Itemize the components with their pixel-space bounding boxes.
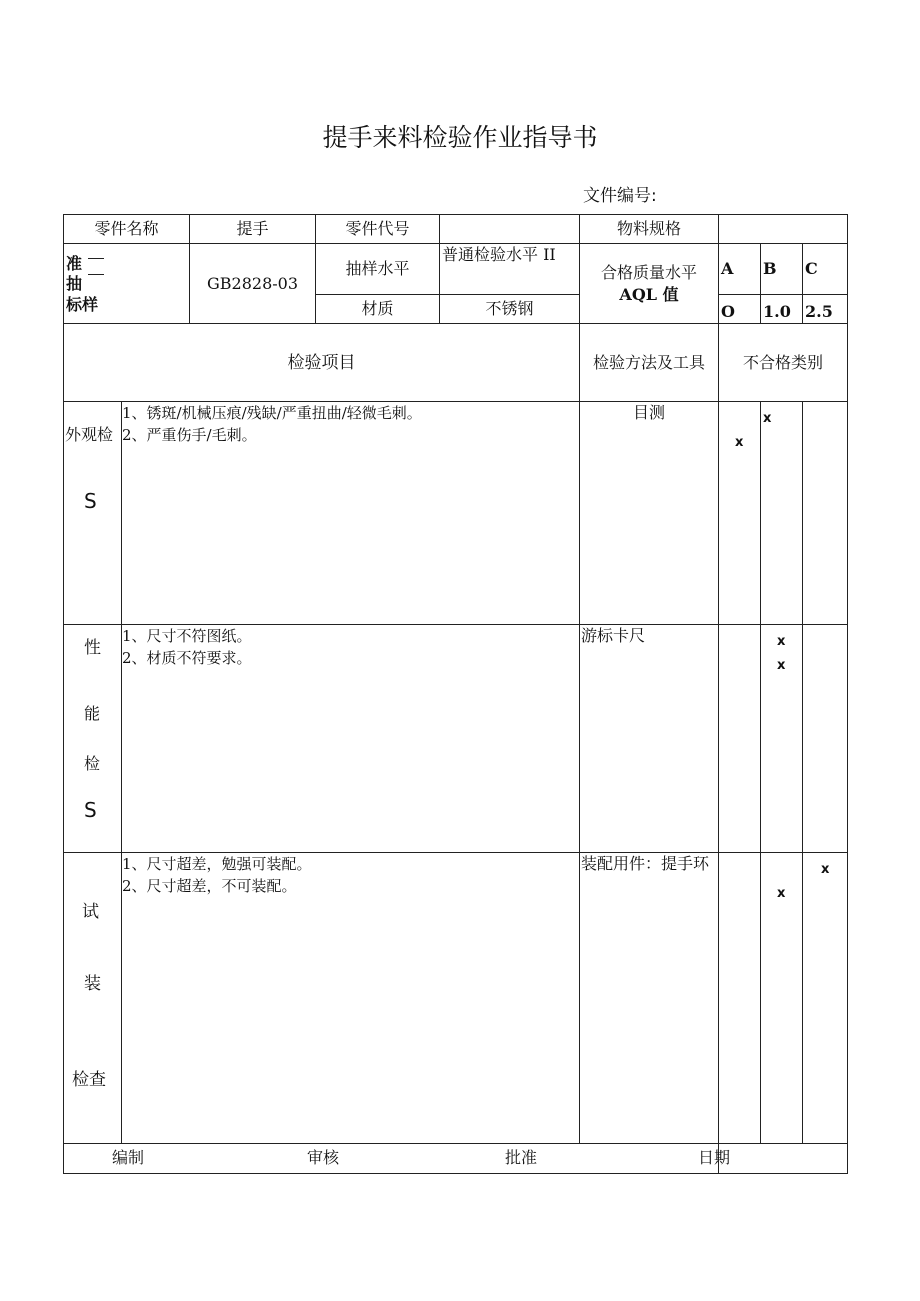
material-value: 不锈钢 <box>440 295 580 324</box>
section-appearance-label-cell <box>64 402 122 625</box>
sample-level-label: 抽样水平 <box>316 244 440 295</box>
section-assembly-label-cell <box>64 853 122 1144</box>
material-label: 材质 <box>316 295 440 324</box>
document-number-label: 文件编号: <box>583 186 657 206</box>
section-performance-char-1: 性 <box>84 638 101 658</box>
grade-b-label: B <box>761 244 803 295</box>
part-name-value: 提手 <box>190 215 316 244</box>
section-performance-char-3: 检 <box>84 754 101 773</box>
section-assembly-mark-b: x <box>777 886 786 901</box>
inspection-form-table <box>63 214 848 1174</box>
aql-value-c: 2.5 <box>803 295 848 324</box>
sampling-label-char-4: 样 <box>82 295 99 314</box>
section-performance-items <box>122 625 580 853</box>
footer-approved: 批准 <box>505 1148 538 1167</box>
sample-level-value: 普通检验水平 II <box>440 244 580 295</box>
aql-value-b: 1.0 <box>761 295 803 324</box>
section-performance-char-2: 能 <box>84 704 101 723</box>
part-code-value <box>440 215 580 244</box>
footer-date-cell <box>698 1144 848 1174</box>
footer-date: 日期 <box>698 1148 731 1167</box>
material-spec-value <box>719 215 848 244</box>
section-appearance-items <box>122 402 580 625</box>
section-appearance-label: 外观检 <box>65 425 114 444</box>
sampling-label-line <box>88 258 104 259</box>
section-assembly-char-3: 检查 <box>72 1070 106 1090</box>
list-item: 1、尺寸不符图纸。 <box>122 627 252 645</box>
section-appearance-mark-b-cell <box>761 402 803 625</box>
section-appearance-method: 目测 <box>580 402 719 625</box>
sampling-label-char-2: 抽 <box>66 274 83 293</box>
section-performance-mark-c-cell <box>803 625 848 853</box>
section-performance-mark-b2: x <box>777 658 786 673</box>
aql-label-cell <box>580 244 719 324</box>
inspection-items-header: 检验项目 <box>64 324 580 402</box>
aql-label-line-1: 合格质量水平 <box>601 262 698 282</box>
section-appearance-mark-c-cell <box>803 402 848 625</box>
section-performance-mark-a-cell <box>719 625 761 853</box>
part-name-label: 零件名称 <box>64 215 190 244</box>
section-appearance-label-s: S <box>84 489 97 513</box>
section-assembly-items <box>122 853 580 1144</box>
part-code-label: 零件代号 <box>316 215 440 244</box>
section-performance-method: 游标卡尺 <box>580 625 719 853</box>
list-item: 1、尺寸超差，勉强可装配。 <box>122 855 312 873</box>
section-assembly-mark-c: x <box>821 862 830 877</box>
section-assembly-char-1: 试 <box>82 902 99 922</box>
sampling-standard-label-cell <box>64 244 190 324</box>
footer-reviewed: 审核 <box>307 1148 340 1167</box>
section-assembly-char-2: 装 <box>84 974 101 994</box>
sampling-label-char-3: 标 <box>66 295 83 314</box>
aql-label-line-2: AQL 值 <box>619 284 679 304</box>
sampling-label-line <box>88 274 104 275</box>
list-item: 1、锈斑/机械压痕/残缺/严重扭曲/轻微毛刺。 <box>122 404 422 422</box>
section-performance-label-s: S <box>84 798 97 822</box>
section-performance-label-cell <box>64 625 122 853</box>
footer-prepared: 编制 <box>112 1148 145 1167</box>
sampling-label-char-1: 准 <box>66 254 83 273</box>
section-appearance-mark-a: x <box>735 435 744 450</box>
section-performance-mark-b-cell <box>761 625 803 853</box>
grade-a-label: A <box>719 244 761 295</box>
aql-value-a: O <box>719 295 761 324</box>
section-appearance-mark-b: x <box>763 411 772 426</box>
list-item: 2、尺寸超差，不可装配。 <box>122 877 297 895</box>
section-assembly-method: 装配用件：提手环 <box>580 853 719 1144</box>
list-item: 2、材质不符要求。 <box>122 649 252 667</box>
footer-signatures-cell <box>64 1144 719 1174</box>
section-assembly-mark-a-cell <box>719 853 761 1144</box>
method-header: 检验方法及工具 <box>580 324 719 402</box>
section-assembly-mark-c-cell <box>803 853 848 1144</box>
list-item: 2、严重伤手/毛刺。 <box>122 426 257 444</box>
defect-class-header: 不合格类别 <box>719 324 848 402</box>
sampling-standard-value: GB2828-03 <box>190 244 316 324</box>
material-spec-label: 物料规格 <box>580 215 719 244</box>
grade-c-label: C <box>803 244 848 295</box>
section-performance-mark-b: x <box>777 634 786 649</box>
document-title: 提手来料检验作业指导书 <box>322 123 598 152</box>
section-assembly-mark-b-cell <box>761 853 803 1144</box>
section-appearance-mark-a-cell <box>719 402 761 625</box>
